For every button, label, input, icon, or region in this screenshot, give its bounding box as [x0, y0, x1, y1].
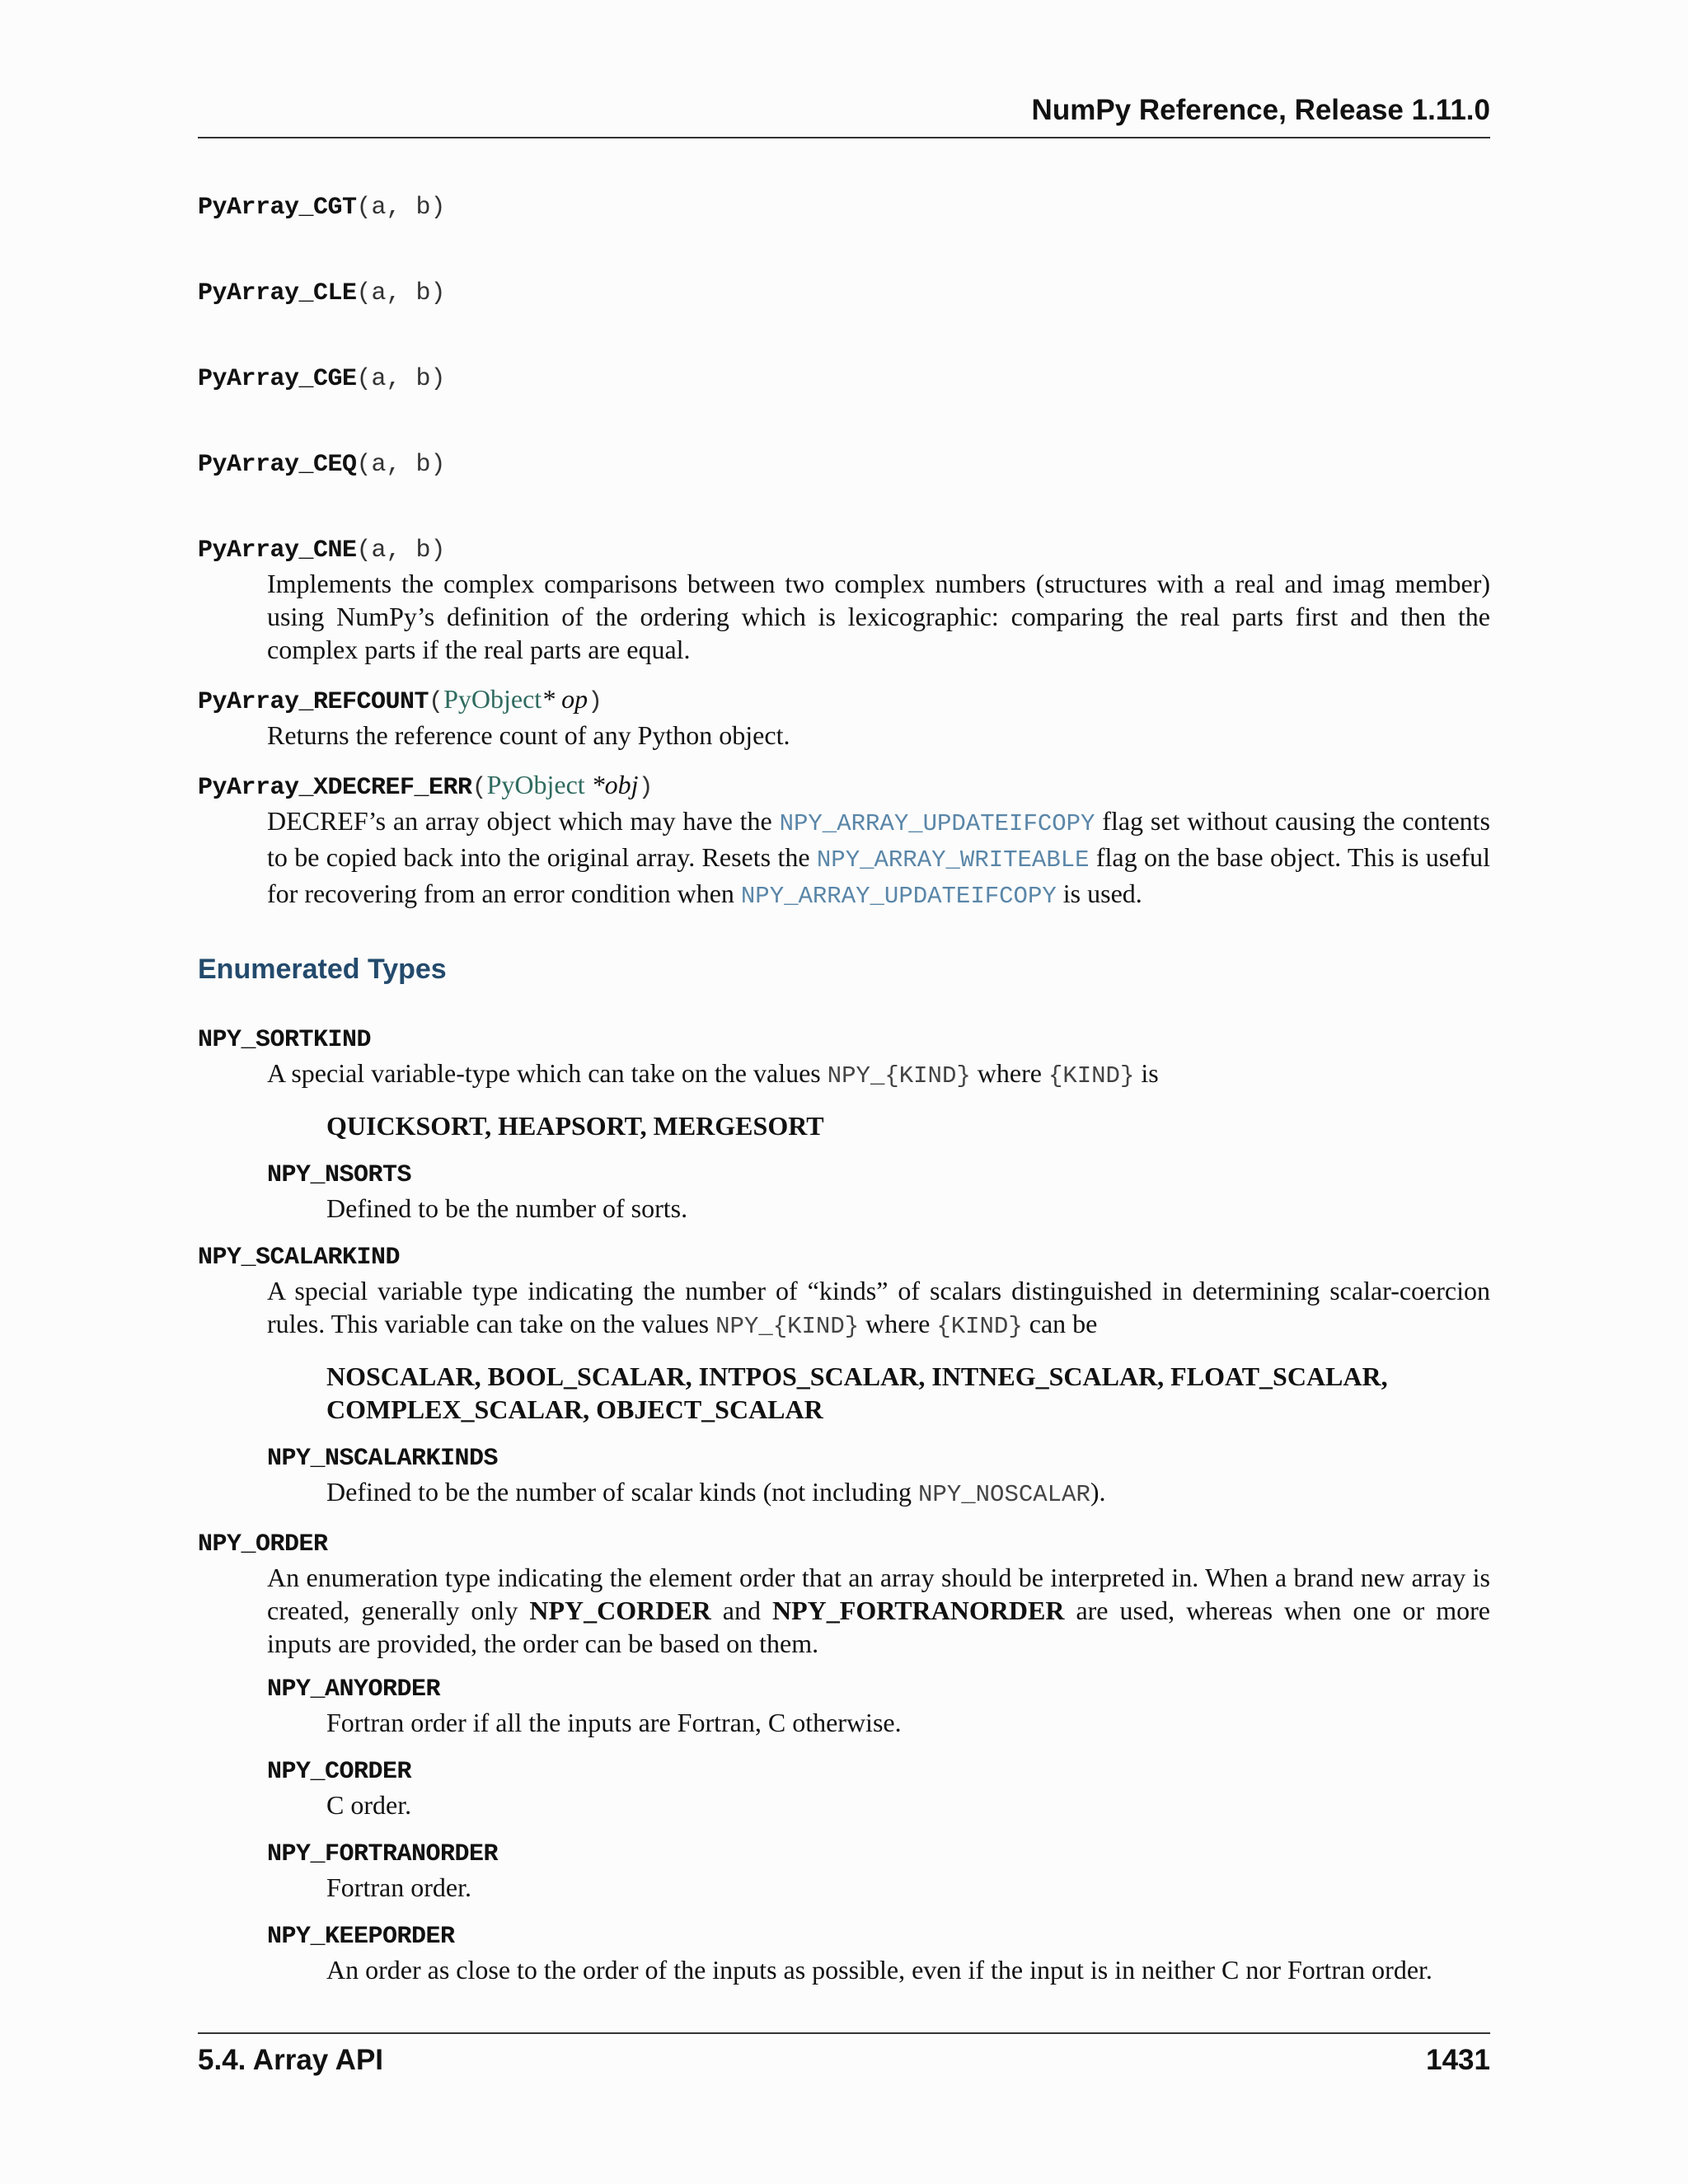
enum-name: NPY_ORDER [198, 1530, 328, 1558]
page-number: 1431 [1426, 2044, 1490, 2076]
enum-sub-description: Defined to be the number of sorts. [326, 1193, 688, 1223]
function-args: (a, b) [356, 537, 446, 565]
function-block-refcount [198, 682, 1490, 752]
function-description: Implements the complex comparisons between two complex numbers (structures with a real and imag member) using NumPy’s definition of the ordering which is lexicographic: comparing the real parts first and then the complex parts if the real parts are equal. [267, 569, 1490, 664]
function-name: PyArray_CEQ [198, 451, 357, 479]
flag-link-writeable[interactable]: NPY_ARRAY_WRITEABLE [816, 846, 1090, 874]
inline-code: NPY_{KIND} [715, 1313, 860, 1340]
enum-description: A special variable type indicating the number of “kinds” of scalars distinguished in determining scalar-coercion rules. This variable can take on the values NPY_{KIND} where {KIND} can be [267, 1276, 1490, 1340]
page-header-title: NumPy Reference, Release 1.11.0 [1031, 94, 1490, 126]
function-description: DECREF’s an array object which may have the NPY_ARRAY_UPDATEIFCOPY flag set without causing the contents to be copied back into the original array. Resets the NPY_ARRAY_WRITEABLE flag on the base object. This is useful for recovering from an error condition when NPY_ARRAY_UPDATEIFCOPY is used. [267, 806, 1491, 910]
enum-name: NPY_SORTKIND [198, 1026, 372, 1054]
enum-sub-name: NPY_CORDER [267, 1758, 412, 1786]
enum-sub-name: NPY_KEEPORDER [267, 1923, 455, 1951]
function-arg: *obj [584, 770, 639, 799]
enum-sub-anyorder [267, 1673, 1490, 1739]
enum-sub-description: Fortran order. [326, 1872, 471, 1902]
flag-link-updateifcopy[interactable]: NPY_ARRAY_UPDATEIFCOPY [779, 810, 1095, 837]
flag-link-updateifcopy[interactable]: NPY_ARRAY_UPDATEIFCOPY [740, 883, 1057, 910]
function-block-cne [198, 531, 1490, 666]
enum-sub-name: NPY_NSORTS [267, 1161, 412, 1189]
function-signature-cle [198, 274, 1490, 310]
enum-block-order [198, 1528, 1490, 1986]
enum-values: NOSCALAR, BOOL_SCALAR, INTPOS_SCALAR, INTNEG_SCALAR, FLOAT_SCALAR, COMPLEX_SCALAR, OBJECT_SCALAR [326, 1361, 1388, 1424]
function-arg: * op [542, 684, 588, 714]
enum-block-sortkind [198, 1024, 1490, 1225]
function-args: (a, b) [356, 279, 446, 307]
enum-sub-nscalarkinds [267, 1442, 1490, 1511]
function-signature-cne [198, 531, 1490, 567]
inline-code: {KIND} [936, 1313, 1023, 1340]
function-block-xdecref [198, 768, 1490, 913]
enum-sub-description: C order. [326, 1790, 412, 1820]
page-header [198, 91, 1490, 138]
inline-code: NPY_NOSCALAR [918, 1481, 1090, 1508]
enum-sub-fortranorder [267, 1838, 1490, 1904]
enum-sub-description: Fortran order if all the inputs are Fortran, C otherwise. [326, 1708, 902, 1737]
type-link[interactable]: PyObject [443, 684, 542, 714]
function-signature-cge [198, 359, 1490, 396]
page-content [198, 188, 1490, 2003]
function-name: PyArray_REFCOUNT [198, 688, 429, 716]
type-link[interactable]: PyObject [486, 770, 585, 799]
footer-section: 5.4. Array API [198, 2044, 384, 2076]
enum-sub-corder [267, 1755, 1490, 1821]
enum-name: NPY_SCALARKIND [198, 1244, 401, 1272]
function-args: (a, b) [356, 365, 446, 393]
enum-sub-name: NPY_ANYORDER [267, 1675, 441, 1704]
enum-sub-nsorts [267, 1159, 1490, 1225]
enum-values: QUICKSORT, HEAPSORT, MERGESORT [326, 1111, 824, 1141]
function-args: (a, b) [356, 194, 446, 222]
section-title: Enumerated Types [198, 954, 447, 985]
enum-description: A special variable-type which can take on the values NPY_{KIND} where {KIND} is [267, 1058, 1159, 1090]
enum-sub-description: Defined to be the number of scalar kinds (not including NPY_NOSCALAR). [326, 1477, 1106, 1508]
function-signature-xdecref: PyArray_XDECREF_ERR(PyObject *obj) [198, 770, 654, 802]
function-description: Returns the reference count of any Python object. [267, 720, 790, 750]
function-signature-ceq [198, 445, 1490, 481]
enum-sub-name: NPY_FORTRANORDER [267, 1840, 499, 1868]
function-name: PyArray_XDECREF_ERR [198, 774, 472, 802]
enum-sub-description: An order as close to the order of the inputs as possible, even if the input is in neither C nor Fortran order. [326, 1955, 1432, 1985]
function-signature-cgt [198, 188, 1490, 224]
enum-sub-name: NPY_NSCALARKINDS [267, 1445, 499, 1473]
function-name: PyArray_CLE [198, 279, 357, 307]
function-name: PyArray_CNE [198, 537, 357, 565]
function-signature-refcount: PyArray_REFCOUNT(PyObject* op) [198, 684, 603, 716]
function-args: (a, b) [356, 451, 446, 479]
function-name: PyArray_CGE [198, 365, 357, 393]
enum-description: An enumeration type indicating the element order that an array should be interpreted in. When a brand new array is created, generally only NPY_CORDER and NPY_FORTRANORDER are used, whereas when one or more inputs are provided, the order can be based on them. [267, 1563, 1491, 1658]
inline-code: NPY_{KIND} [827, 1062, 971, 1090]
enum-sub-keeporder [267, 1920, 1490, 1986]
inline-code: {KIND} [1048, 1062, 1135, 1090]
page-footer [198, 2032, 1490, 2080]
enum-block-scalarkind [198, 1241, 1490, 1511]
function-name: PyArray_CGT [198, 194, 357, 222]
